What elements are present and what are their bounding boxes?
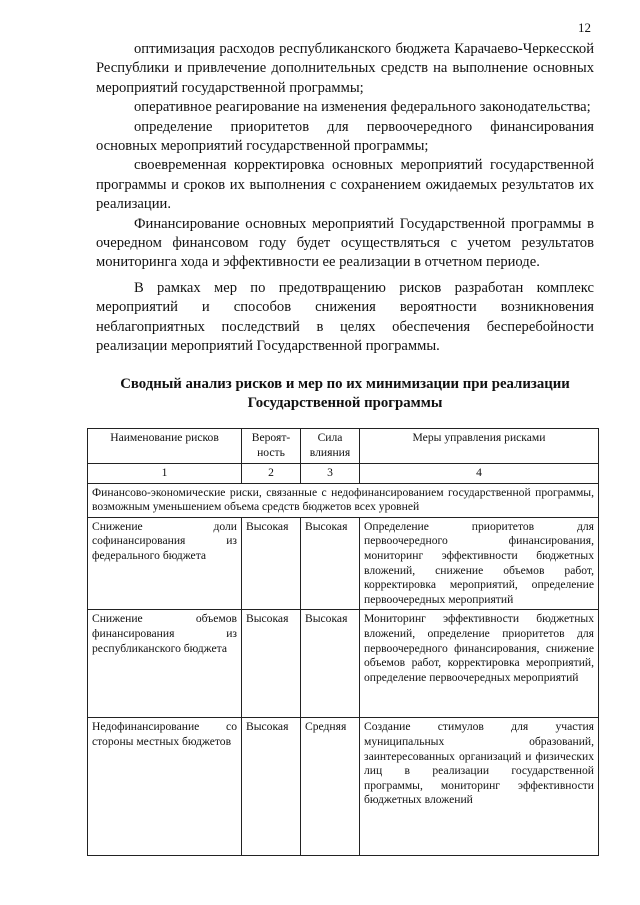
paragraph-5: Финансирование основных мероприятий Государственной программы в очередном финансовом году будет осуществляться с учетом результатов мониторинга хода и эффективности ее реализации в отчетном периоде.	[96, 215, 594, 271]
risk-probability: Высокая	[242, 610, 301, 718]
paragraph-4: своевременная корректировка основных мероприятий государственной программы и сроков их выполнения с сохранением ожидаемых результатов их реализации.	[96, 157, 594, 213]
risk-impact: Высокая	[301, 610, 360, 718]
table-row	[88, 517, 599, 610]
header-risk-name: Наименование рисков	[88, 429, 242, 464]
header-probability: Вероят-ность	[242, 429, 301, 464]
table-row	[88, 718, 599, 856]
group-title: Финансово-экономические риски, связанные с недофинансированием государственной программы, возможным уменьшением объема средств бюджетов всех уровней	[88, 483, 599, 517]
risk-impact: Высокая	[301, 517, 360, 610]
risk-impact: Средняя	[301, 718, 360, 856]
column-number: 3	[301, 464, 360, 484]
column-number-row	[88, 464, 599, 484]
paragraph-6: В рамках мер по предотвращению рисков разработан комплекс мероприятий и способов снижения вероятности возникновения неблагоприятных последствий в целях обеспечения бесперебойности реализации мероприятий Государственной программы.	[96, 279, 594, 355]
risk-measures: Создание стимулов для участия муниципальных образований, заинтересованных организаций и физических лиц в реализации государственной программы, мониторинг эффективности бюджетных вложений	[360, 718, 599, 856]
risk-name: Снижение доли софинансирования из федерального бюджета	[88, 517, 242, 610]
paragraph-1: оптимизация расходов республиканского бюджета Карачаево-Черкесской Республики и привлечение дополнительных средств на выполнение основных мероприятий государственной программы;	[96, 41, 594, 96]
column-number: 1	[88, 464, 242, 484]
body-text	[96, 40, 594, 357]
header-impact: Сила влияния	[301, 429, 360, 464]
column-number: 4	[360, 464, 599, 484]
risk-name: Недофинансирование со стороны местных бюджетов	[88, 718, 242, 856]
risk-name: Снижение объемов финансирования из республиканского бюджета	[88, 610, 242, 718]
table-row	[88, 610, 599, 718]
group-row	[88, 483, 599, 517]
table-heading: Сводный анализ рисков и мер по их минимизации при реализации Государственной программы	[120, 376, 570, 411]
risk-probability: Высокая	[242, 718, 301, 856]
column-number: 2	[242, 464, 301, 484]
risk-measures: Определение приоритетов для первоочередного финансирования, мониторинг эффективности бюджетных вложений, снижение объемов работ, корректировка мероприятий, определение первоочередных мероприятий	[360, 517, 599, 610]
risk-measures: Мониторинг эффективности бюджетных вложений, определение приоритетов для первоочередного финансирования, снижение объемов работ, корректировка мероприятий, определение первоочередных мероприятий	[360, 610, 599, 718]
risk-probability: Высокая	[242, 517, 301, 610]
page-number: 12	[578, 20, 591, 35]
header-measures: Меры управления рисками	[360, 429, 599, 464]
risk-table	[87, 428, 599, 856]
paragraph-2: оперативное реагирование на изменения федерального законодательства;	[134, 99, 591, 116]
paragraph-3: определение приоритетов для первоочередного финансирования основных мероприятий государственной программы;	[96, 118, 594, 155]
table-header-row	[88, 429, 599, 464]
